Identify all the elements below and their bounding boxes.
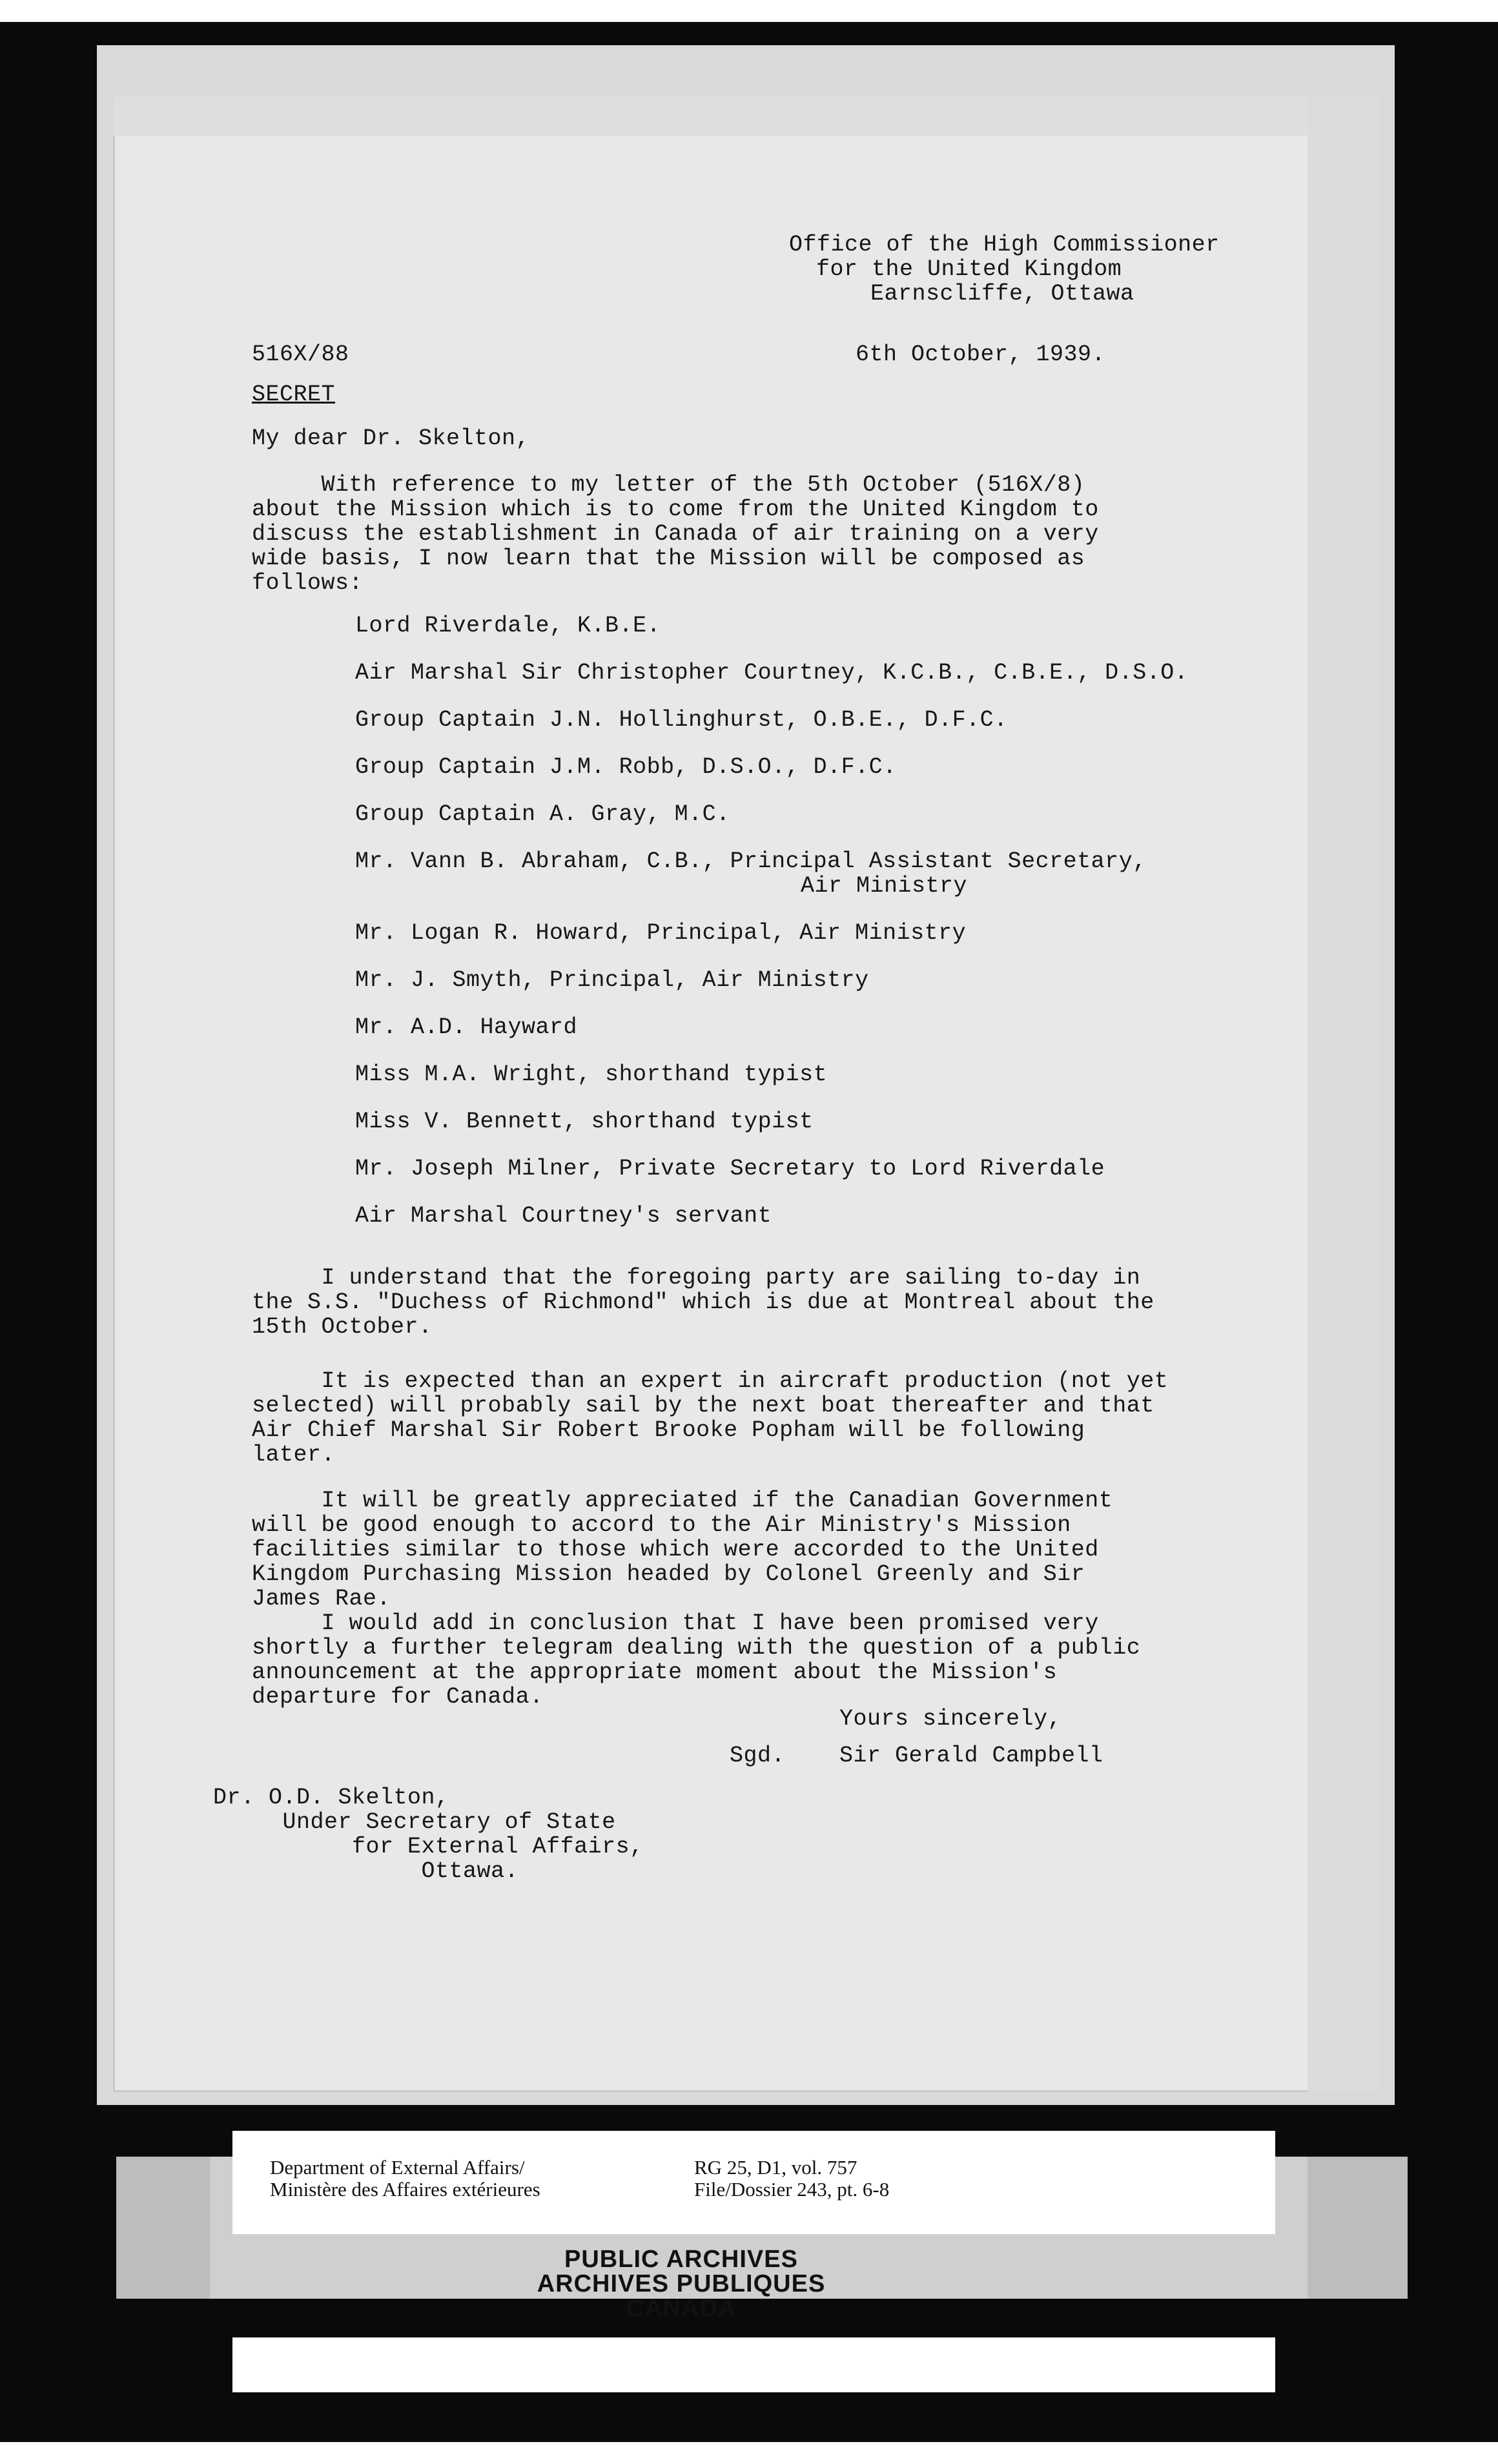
list-item: Miss V. Bennett, shorthand typist <box>355 1109 814 1134</box>
department-reference-label <box>232 2131 1275 2234</box>
list-item: Mr. A.D. Hayward <box>355 1014 578 1040</box>
addressee-line: Ottawa. <box>213 1858 519 1884</box>
classification-heading: SECRET <box>252 382 336 407</box>
addressee-block <box>213 1785 644 1884</box>
list-item: Air Marshal Sir Christopher Courtney, K.C.B., C.B.E., D.S.O. <box>355 660 1189 686</box>
addressee-line: for External Affairs, <box>213 1834 644 1860</box>
closing-phrase: Yours sincerely, <box>839 1706 1062 1732</box>
letterhead-line: Office of the High Commissioner <box>789 232 1220 258</box>
text-line: Air Chief Marshal Sir Robert Brooke Popham will be following <box>252 1417 1085 1443</box>
archive-bottom-strip <box>232 2337 1275 2392</box>
letter-body <box>113 97 1379 2092</box>
list-item: Air Marshal Courtney's servant <box>355 1203 772 1229</box>
text-line: Kingdom Purchasing Mission headed by Colonel Greenly and Sir <box>252 1561 1085 1587</box>
text-line: departure for Canada. <box>252 1684 544 1710</box>
salutation: My dear Dr. Skelton, <box>252 426 530 451</box>
department-english: Department of External Affairs/ <box>270 2156 525 2179</box>
list-item: Lord Riverdale, K.B.E. <box>355 613 661 639</box>
text-line: later. <box>252 1442 336 1468</box>
text-line: shortly a further telegram dealing with the question of a public <box>252 1635 1141 1661</box>
paragraph-expert <box>252 1369 1349 1467</box>
text-line: With reference to my letter of the 5th October (516X/8) <box>252 472 1085 498</box>
stamp-line: CANADA <box>626 2295 737 2322</box>
public-archives-stamp <box>420 2247 943 2337</box>
file-reference-block <box>694 2157 889 2201</box>
department-french: Ministère des Affaires extérieures <box>270 2178 540 2201</box>
text-line: selected) will probably sail by the next boat thereafter and that <box>252 1393 1154 1419</box>
paragraph-intro <box>252 473 1349 595</box>
letterhead-address <box>789 232 1306 306</box>
text-line: discuss the establishment in Canada of air training on a very <box>252 521 1099 547</box>
letterhead-line: Earnscliffe, Ottawa <box>870 281 1134 307</box>
text-line: It will be greatly appreciated if the Canadian Government <box>252 1488 1113 1514</box>
file-reference: 516X/88 <box>252 342 349 367</box>
record-group-ref: RG 25, D1, vol. 757 <box>694 2156 857 2179</box>
letter-date: 6th October, 1939. <box>856 342 1106 367</box>
list-item: Group Captain A. Gray, M.C. <box>355 801 730 827</box>
list-item: Group Captain J.M. Robb, D.S.O., D.F.C. <box>355 754 897 780</box>
list-item-continuation: Air Ministry <box>801 873 968 899</box>
addressee-line: Dr. O.D. Skelton, <box>213 1785 449 1811</box>
file-dossier-ref: File/Dossier 243, pt. 6-8 <box>694 2178 890 2201</box>
text-line: I would add in conclusion that I have been promised very <box>252 1610 1099 1636</box>
text-line: James Rae. <box>252 1586 391 1612</box>
list-item: Miss M.A. Wright, shorthand typist <box>355 1062 828 1087</box>
text-line: follows: <box>252 570 364 596</box>
list-item: Mr. J. Smyth, Principal, Air Ministry <box>355 967 869 993</box>
text-line: 15th October. <box>252 1314 433 1340</box>
text-line: wide basis, I now learn that the Mission will be composed as <box>252 546 1085 571</box>
film-frame-bottom <box>0 2442 1498 2464</box>
letter-paper <box>113 97 1379 2092</box>
paragraph-facilities <box>252 1488 1349 1611</box>
text-line: will be good enough to accord to the Air Ministry's Mission <box>252 1512 1071 1538</box>
addressee-line: Under Secretary of State <box>213 1809 616 1835</box>
film-frame-top <box>0 0 1498 22</box>
signer-name: Sir Gerald Campbell <box>839 1743 1103 1769</box>
list-item: Mr. Joseph Milner, Private Secretary to Lord Riverdale <box>355 1156 1105 1182</box>
stamp-line: PUBLIC ARCHIVES <box>564 2246 798 2273</box>
signed-marker: Sgd. <box>730 1743 786 1769</box>
list-item: Group Captain J.N. Hollinghurst, O.B.E., D.F.C. <box>355 707 1008 733</box>
letterhead-line: for the United Kingdom <box>816 256 1122 282</box>
list-item: Mr. Logan R. Howard, Principal, Air Ministry <box>355 920 967 946</box>
list-item: Mr. Vann B. Abraham, C.B., Principal Assistant Secretary, <box>355 848 1147 874</box>
text-line: announcement at the appropriate moment about the Mission's <box>252 1659 1058 1685</box>
stamp-line: ARCHIVES PUBLIQUES <box>537 2270 826 2297</box>
text-line: about the Mission which is to come from the United Kingdom to <box>252 497 1099 522</box>
paragraph-conclusion <box>252 1611 1349 1709</box>
department-name <box>270 2157 540 2201</box>
text-line: It is expected than an expert in aircraft production (not yet <box>252 1368 1169 1394</box>
text-line: I understand that the foregoing party are sailing to-day in <box>252 1265 1141 1291</box>
text-line: facilities similar to those which were accorded to the United <box>252 1537 1099 1563</box>
paragraph-sailing <box>252 1266 1349 1339</box>
text-line: the S.S. "Duchess of Richmond" which is due at Montreal about the <box>252 1289 1154 1315</box>
